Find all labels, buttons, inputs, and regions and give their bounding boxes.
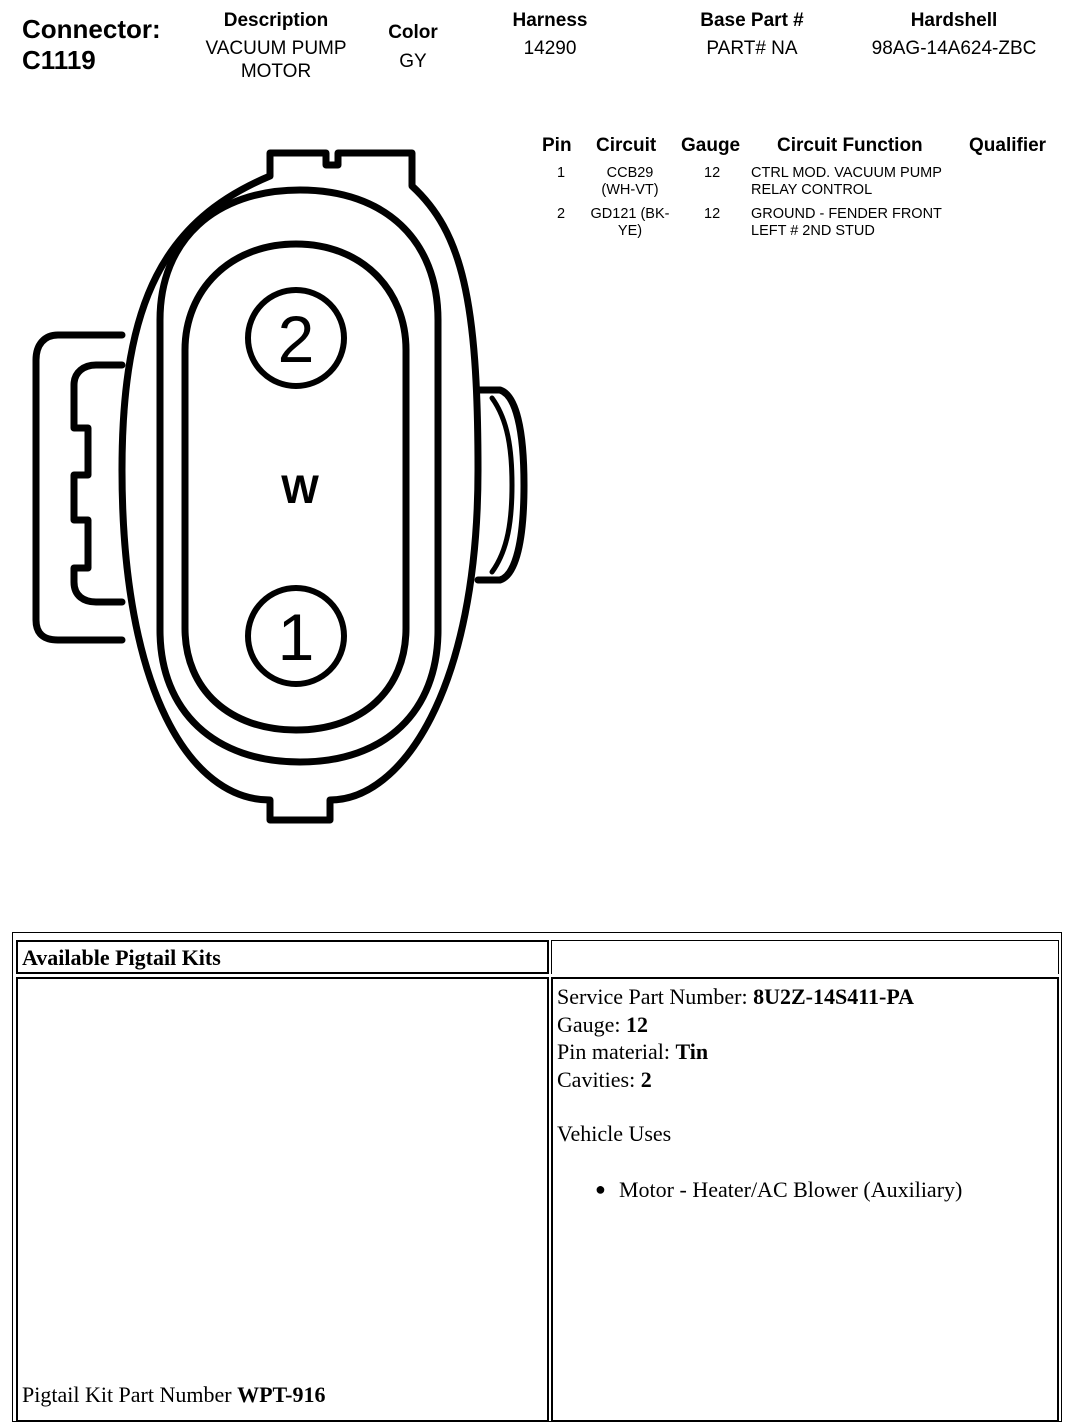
color-column (368, 22, 458, 73)
pigtail-image-cell (16, 977, 549, 1422)
row-gauge: 12 (704, 165, 721, 181)
description-value-line1: VACUUM PUMP (205, 38, 347, 59)
row-pin: 1 (557, 165, 566, 181)
harness-value: 14290 (523, 38, 577, 59)
row-gauge: 12 (704, 206, 721, 222)
connector-latch-notch (74, 365, 122, 602)
row-circuit-line2: (WH-VT) (601, 182, 659, 198)
gauge-label: Gauge: (557, 1011, 627, 1037)
vehicle-uses-label: Vehicle Uses (557, 1121, 672, 1146)
function-col-header: Circuit Function (777, 135, 923, 156)
pin-material-value: Tin (675, 1039, 709, 1064)
description-label: Description (223, 10, 329, 31)
cavities-value: 2 (640, 1066, 652, 1092)
hardshell-column (854, 10, 1054, 60)
pigtail-heading: Available Pigtail Kits (22, 945, 221, 970)
row-pin: 2 (557, 206, 566, 222)
color-value: GY (399, 51, 427, 72)
row-function-line1: GROUND - FENDER FRONT (751, 206, 942, 222)
row-circuit (580, 165, 680, 199)
bullet-icon: ● (595, 1178, 606, 1199)
row-circuit-line2: YE) (617, 223, 643, 239)
connector-label: Connector: (22, 14, 161, 44)
connector-face-diagram (0, 120, 540, 840)
pin-col-header: Pin (542, 135, 572, 156)
pin-2-label: 2 (277, 302, 315, 376)
circuit-col-header: Circuit (596, 135, 657, 156)
row-function (751, 206, 942, 240)
base-part-label: Base Part # (700, 10, 804, 31)
harness-label: Harness (512, 10, 588, 31)
row-circuit (580, 206, 680, 240)
base-part-column (672, 10, 832, 60)
row-circuit-line1: GD121 (BK- (590, 206, 670, 222)
list-item (595, 1176, 1057, 1204)
connector-id: C1119 (22, 45, 96, 75)
qualifier-col-header: Qualifier (969, 135, 1047, 156)
kit-part-value: WPT-916 (237, 1382, 326, 1407)
connector-lock-ridge (492, 398, 512, 572)
row-circuit-line1: CCB29 (606, 165, 654, 181)
gauge-value: 12 (626, 1011, 649, 1037)
gauge-col-header: Gauge (681, 135, 741, 156)
base-part-value: PART# NA (706, 38, 798, 59)
harness-column (490, 10, 610, 60)
service-part-value: 8U2Z-14S411-PA (753, 984, 915, 1009)
cavities-label: Cavities: (557, 1066, 641, 1092)
pigtail-details (557, 983, 1057, 1203)
keying-mark: W (281, 468, 319, 512)
pin-material-line (557, 1038, 1057, 1066)
row-function (751, 165, 942, 199)
gauge-line (557, 1011, 1057, 1039)
description-value-line2: MOTOR (240, 61, 312, 82)
pigtail-kit-part (22, 1382, 326, 1408)
row-function-line2: RELAY CONTROL (751, 182, 873, 198)
pin-1-label: 1 (277, 600, 315, 674)
pigtail-heading-cell (16, 940, 549, 974)
cavities-line (557, 1066, 1057, 1094)
service-part-label: Service Part Number: (557, 984, 754, 1009)
pin-material-label: Pin material: (557, 1039, 676, 1064)
hardshell-label: Hardshell (910, 10, 998, 31)
service-part-line (557, 983, 1057, 1011)
color-label: Color (388, 22, 438, 43)
connector-heading (22, 14, 161, 76)
description-column (186, 10, 366, 83)
row-function-line1: CTRL MOD. VACUUM PUMP (751, 165, 942, 181)
vehicle-use-text: Motor - Heater/AC Blower (Auxiliary) (619, 1176, 963, 1202)
pigtail-heading-spacer (551, 940, 1059, 974)
hardshell-value: 98AG-14A624-ZBC (871, 38, 1037, 59)
pigtail-details-cell (551, 977, 1059, 1422)
row-function-line2: LEFT # 2ND STUD (751, 223, 875, 239)
kit-part-label: Pigtail Kit Part Number (22, 1382, 238, 1407)
